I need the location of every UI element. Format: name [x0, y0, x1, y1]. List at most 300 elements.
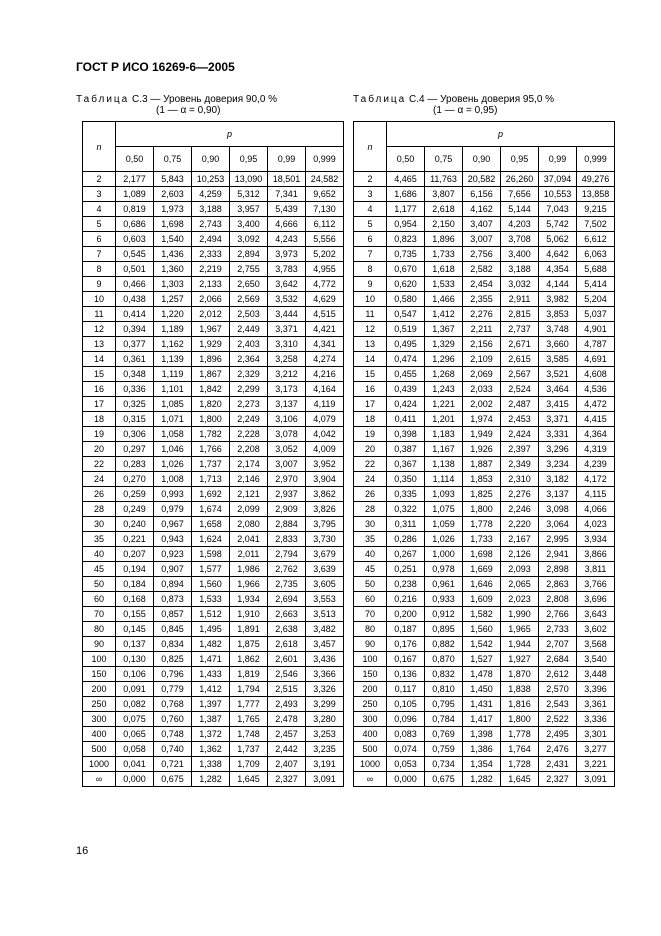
table-row	[354, 667, 615, 682]
n-cell: 60	[83, 592, 116, 607]
value-cell: 3,253	[306, 727, 344, 742]
value-cell: 2,177	[116, 172, 154, 187]
value-cell: 2,737	[501, 322, 539, 337]
value-cell: 4,023	[577, 517, 615, 532]
value-cell: 1,645	[230, 772, 268, 787]
value-cell: 1,737	[230, 742, 268, 757]
value-cell: 2,894	[230, 247, 268, 262]
value-cell: 3,396	[577, 682, 615, 697]
value-cell: 1,075	[425, 502, 463, 517]
value-cell: 2,603	[154, 187, 192, 202]
n-cell: 18	[354, 412, 387, 427]
value-cell: 0,933	[425, 592, 463, 607]
value-cell: 3,280	[306, 712, 344, 727]
value-cell: 1,512	[192, 607, 230, 622]
value-cell: 1,046	[154, 442, 192, 457]
table-row	[83, 772, 344, 787]
value-cell: 0,845	[154, 622, 192, 637]
table-row	[83, 667, 344, 682]
value-cell: 2,615	[501, 352, 539, 367]
value-cell: 0,200	[387, 607, 425, 622]
value-cell: 4,274	[306, 352, 344, 367]
value-cell: 0,734	[425, 757, 463, 772]
value-cell: 3,862	[306, 487, 344, 502]
value-cell: 0,740	[154, 742, 192, 757]
value-cell: 3,521	[539, 367, 577, 382]
value-cell: 5,062	[539, 232, 577, 247]
value-cell: 0,495	[387, 337, 425, 352]
value-cell: 0,398	[387, 427, 425, 442]
value-cell: 0,438	[116, 292, 154, 307]
n-cell: 20	[83, 442, 116, 457]
value-cell: 1,471	[192, 652, 230, 667]
value-cell: 4,515	[306, 307, 344, 322]
value-cell: 1,842	[192, 382, 230, 397]
value-cell: 1,362	[192, 742, 230, 757]
value-cell: 1,896	[192, 352, 230, 367]
p-value-header: 0,99	[539, 147, 577, 172]
table-row	[83, 337, 344, 352]
n-cell: 6	[354, 232, 387, 247]
value-cell: 1,838	[501, 682, 539, 697]
value-cell: 1,973	[154, 202, 192, 217]
value-cell: 0,894	[154, 577, 192, 592]
value-cell: 2,808	[539, 592, 577, 607]
n-cell: 50	[354, 577, 387, 592]
value-cell: 1,560	[192, 577, 230, 592]
p-value-header: 0,90	[463, 147, 501, 172]
value-cell: 20,582	[463, 172, 501, 187]
p-header: p	[116, 122, 344, 147]
value-cell: 3,221	[577, 757, 615, 772]
n-cell: 35	[354, 532, 387, 547]
n-cell: 40	[354, 547, 387, 562]
value-cell: 0,041	[116, 757, 154, 772]
value-cell: 1,189	[154, 322, 192, 337]
value-cell: 1,870	[501, 667, 539, 682]
value-cell: 2,863	[539, 577, 577, 592]
value-cell: 3,708	[501, 232, 539, 247]
value-cell: 3,191	[306, 757, 344, 772]
value-cell: 2,476	[539, 742, 577, 757]
value-cell: 0,207	[116, 547, 154, 562]
value-cell: 1,387	[192, 712, 230, 727]
table-row	[83, 277, 344, 292]
value-cell: 0,721	[154, 757, 192, 772]
value-cell: 0,439	[387, 382, 425, 397]
table-row	[354, 622, 615, 637]
table-row	[83, 742, 344, 757]
n-header: n	[83, 122, 116, 172]
value-cell: 0,249	[116, 502, 154, 517]
value-cell: 1,167	[425, 442, 463, 457]
value-cell: 0,221	[116, 532, 154, 547]
value-cell: 0,967	[154, 517, 192, 532]
value-cell: 3,457	[306, 637, 344, 652]
value-cell: 1,329	[425, 337, 463, 352]
table-c3-subcaption: (1 — α = 0,90)	[156, 105, 221, 116]
value-cell: 0,620	[387, 277, 425, 292]
value-cell: 0,082	[116, 697, 154, 712]
value-cell: 4,319	[577, 442, 615, 457]
value-cell: 0,857	[154, 607, 192, 622]
p-value-header: 0,50	[116, 147, 154, 172]
value-cell: 2,002	[463, 397, 501, 412]
value-cell: 2,911	[501, 292, 539, 307]
value-cell: 0,058	[116, 742, 154, 757]
table-row	[83, 202, 344, 217]
table-c4	[353, 121, 615, 787]
n-cell: 300	[83, 712, 116, 727]
value-cell: 0,394	[116, 322, 154, 337]
value-cell: 1,026	[154, 457, 192, 472]
value-cell: 3,540	[577, 652, 615, 667]
value-cell: 1,598	[192, 547, 230, 562]
value-cell: 2,069	[463, 367, 501, 382]
value-cell: 0,760	[154, 712, 192, 727]
value-cell: 4,364	[577, 427, 615, 442]
value-cell: 2,909	[268, 502, 306, 517]
value-cell: 1,533	[192, 592, 230, 607]
page-number: 16	[76, 845, 89, 857]
value-cell: 1,527	[463, 652, 501, 667]
value-cell: 2,133	[192, 277, 230, 292]
n-cell: 28	[354, 502, 387, 517]
value-cell: 1,819	[230, 667, 268, 682]
value-cell: 4,772	[306, 277, 344, 292]
value-cell: 2,570	[539, 682, 577, 697]
value-cell: 1,990	[501, 607, 539, 622]
value-cell: 1,431	[463, 697, 501, 712]
value-cell: 1,058	[154, 427, 192, 442]
table-row	[354, 607, 615, 622]
value-cell: 1,436	[154, 247, 192, 262]
value-cell: 2,431	[539, 757, 577, 772]
value-cell: 0,168	[116, 592, 154, 607]
value-cell: 1,577	[192, 562, 230, 577]
value-cell: 1,386	[463, 742, 501, 757]
n-cell: 200	[83, 682, 116, 697]
value-cell: 0,501	[116, 262, 154, 277]
n-cell: 8	[354, 262, 387, 277]
value-cell: 2,424	[501, 427, 539, 442]
value-cell: 3,957	[230, 202, 268, 217]
table-row	[83, 232, 344, 247]
value-cell: 3,331	[539, 427, 577, 442]
table-row	[83, 532, 344, 547]
value-cell: 3,407	[463, 217, 501, 232]
value-cell: 0,870	[425, 652, 463, 667]
value-cell: 3,585	[539, 352, 577, 367]
value-cell: 1,085	[154, 397, 192, 412]
value-cell: 5,202	[306, 247, 344, 262]
value-cell: 0,053	[387, 757, 425, 772]
value-cell: 6,112	[306, 217, 344, 232]
table-row	[354, 487, 615, 502]
value-cell: 0,603	[116, 232, 154, 247]
table-row	[83, 712, 344, 727]
value-cell: 0,466	[116, 277, 154, 292]
value-cell: 3,807	[425, 187, 463, 202]
value-cell: 0,311	[387, 517, 425, 532]
value-cell: 1,450	[463, 682, 501, 697]
value-cell: 2,671	[501, 337, 539, 352]
value-cell: 1,891	[230, 622, 268, 637]
value-cell: 4,629	[306, 292, 344, 307]
value-cell: 2,011	[230, 547, 268, 562]
value-cell: 0,306	[116, 427, 154, 442]
value-cell: 1,417	[463, 712, 501, 727]
value-cell: 24,582	[306, 172, 344, 187]
n-cell: 22	[83, 457, 116, 472]
table-row	[83, 697, 344, 712]
value-cell: 2,442	[268, 742, 306, 757]
value-cell: 3,811	[577, 562, 615, 577]
n-cell: 9	[83, 277, 116, 292]
value-cell: 4,243	[268, 232, 306, 247]
table-c3	[82, 121, 344, 787]
value-cell: 1,466	[425, 292, 463, 307]
value-cell: 3,299	[306, 697, 344, 712]
table-c4-subcaption: (1 — α = 0,95)	[433, 105, 498, 116]
value-cell: 1,183	[425, 427, 463, 442]
value-cell: 1,737	[192, 457, 230, 472]
value-cell: 3,234	[539, 457, 577, 472]
value-cell: 2,093	[501, 562, 539, 577]
value-cell: 1,782	[192, 427, 230, 442]
value-cell: 2,815	[501, 307, 539, 322]
table-row	[354, 772, 615, 787]
value-cell: 2,099	[230, 502, 268, 517]
table-row	[83, 637, 344, 652]
value-cell: 2,273	[230, 397, 268, 412]
value-cell: 10,553	[539, 187, 577, 202]
value-cell: 1,296	[425, 352, 463, 367]
value-cell: 2,743	[192, 217, 230, 232]
n-cell: 90	[354, 637, 387, 652]
table-row	[83, 247, 344, 262]
n-cell: 20	[354, 442, 387, 457]
n-cell: 70	[83, 607, 116, 622]
n-cell: 11	[83, 307, 116, 322]
table-row	[83, 292, 344, 307]
value-cell: 0,335	[387, 487, 425, 502]
value-cell: 2,121	[230, 487, 268, 502]
n-cell: 100	[83, 652, 116, 667]
value-cell: 1,748	[230, 727, 268, 742]
value-cell: 2,449	[230, 322, 268, 337]
n-cell: 150	[83, 667, 116, 682]
value-cell: 3,448	[577, 667, 615, 682]
table-row	[83, 547, 344, 562]
value-cell: 3,091	[577, 772, 615, 787]
value-cell: 2,941	[539, 547, 577, 562]
value-cell: 3,301	[577, 727, 615, 742]
n-cell: 5	[354, 217, 387, 232]
n-cell: 24	[83, 472, 116, 487]
n-cell: 17	[83, 397, 116, 412]
value-cell: 3,235	[306, 742, 344, 757]
value-cell: 2,898	[539, 562, 577, 577]
value-cell: 37,094	[539, 172, 577, 187]
table-row	[354, 382, 615, 397]
value-cell: 5,144	[501, 202, 539, 217]
value-cell: 2,065	[501, 577, 539, 592]
value-cell: 1,360	[154, 262, 192, 277]
value-cell: 1,582	[463, 607, 501, 622]
value-cell: 3,982	[539, 292, 577, 307]
value-cell: 2,494	[192, 232, 230, 247]
value-cell: 1,800	[463, 502, 501, 517]
value-cell: 1,482	[192, 637, 230, 652]
value-cell: 3,866	[577, 547, 615, 562]
value-cell: 2,167	[501, 532, 539, 547]
value-cell: 3,182	[539, 472, 577, 487]
value-cell: 2,567	[501, 367, 539, 382]
value-cell: 1,800	[501, 712, 539, 727]
value-cell: 2,012	[192, 307, 230, 322]
table-c3-caption-text: С.3 — Уровень доверия 90,0 %	[129, 94, 278, 105]
value-cell: 2,735	[268, 577, 306, 592]
value-cell: 4,642	[539, 247, 577, 262]
value-cell: 1,949	[463, 427, 501, 442]
value-cell: 2,794	[268, 547, 306, 562]
value-cell: 0,779	[154, 682, 192, 697]
value-cell: 0,735	[387, 247, 425, 262]
value-cell: 0,943	[154, 532, 192, 547]
value-cell: 3,336	[577, 712, 615, 727]
value-cell: 1,800	[192, 412, 230, 427]
n-cell: 80	[354, 622, 387, 637]
value-cell: 2,546	[268, 667, 306, 682]
value-cell: 0,348	[116, 367, 154, 382]
table-row	[354, 682, 615, 697]
value-cell: 2,601	[268, 652, 306, 667]
value-cell: 3,415	[539, 397, 577, 412]
n-cell: 30	[83, 517, 116, 532]
value-cell: 0,350	[387, 472, 425, 487]
table-row	[83, 322, 344, 337]
value-cell: 1,967	[192, 322, 230, 337]
n-cell: 2	[83, 172, 116, 187]
value-cell: 9,215	[577, 202, 615, 217]
value-cell: 0,912	[425, 607, 463, 622]
value-cell: 4,421	[306, 322, 344, 337]
n-cell: 4	[354, 202, 387, 217]
value-cell: 0,377	[116, 337, 154, 352]
n-cell: 10	[354, 292, 387, 307]
value-cell: 2,364	[230, 352, 268, 367]
value-cell: 3,212	[268, 367, 306, 382]
value-cell: 3,007	[463, 232, 501, 247]
value-cell: 0,315	[116, 412, 154, 427]
n-cell: 90	[83, 637, 116, 652]
value-cell: 0,907	[154, 562, 192, 577]
value-cell: 3,444	[268, 307, 306, 322]
value-cell: 1,645	[501, 772, 539, 787]
n-cell: 7	[354, 247, 387, 262]
value-cell: 3,092	[230, 232, 268, 247]
n-cell: 13	[83, 337, 116, 352]
value-cell: 1,495	[192, 622, 230, 637]
value-cell: 4,901	[577, 322, 615, 337]
value-cell: 0,834	[154, 637, 192, 652]
value-cell: 4,955	[306, 262, 344, 277]
n-cell: 70	[354, 607, 387, 622]
value-cell: 5,439	[268, 202, 306, 217]
value-cell: 2,543	[539, 697, 577, 712]
value-cell: 2,618	[268, 637, 306, 652]
value-cell: 4,691	[577, 352, 615, 367]
value-cell: 2,276	[463, 307, 501, 322]
value-cell: 1,764	[501, 742, 539, 757]
table-row	[354, 172, 615, 187]
document-title: ГОСТ Р ИСО 16269-6—2005	[76, 60, 235, 74]
n-cell: 14	[83, 352, 116, 367]
value-cell: 0,993	[154, 487, 192, 502]
n-cell: 19	[354, 427, 387, 442]
table-row	[83, 757, 344, 772]
value-cell: 9,652	[306, 187, 344, 202]
n-cell: 16	[354, 382, 387, 397]
value-cell: 2,310	[501, 472, 539, 487]
value-cell: 4,162	[463, 202, 501, 217]
table-row	[83, 592, 344, 607]
value-cell: 4,465	[387, 172, 425, 187]
value-cell: 3,371	[268, 322, 306, 337]
n-cell: 15	[354, 367, 387, 382]
p-value-header: 0,999	[306, 147, 344, 172]
n-cell: 8	[83, 262, 116, 277]
value-cell: 3,098	[539, 502, 577, 517]
value-cell: 2,249	[230, 412, 268, 427]
value-cell: 3,326	[306, 682, 344, 697]
value-cell: 7,341	[268, 187, 306, 202]
value-cell: 2,299	[230, 382, 268, 397]
value-cell: 4,472	[577, 397, 615, 412]
value-cell: 2,493	[268, 697, 306, 712]
p-value-header: 0,95	[501, 147, 539, 172]
value-cell: 1,669	[463, 562, 501, 577]
table-row	[83, 427, 344, 442]
value-cell: 3,568	[577, 637, 615, 652]
value-cell: 2,638	[268, 622, 306, 637]
n-cell: 5	[83, 217, 116, 232]
value-cell: 1,220	[154, 307, 192, 322]
value-cell: 0,075	[116, 712, 154, 727]
value-cell: 0,825	[154, 652, 192, 667]
table-c3-caption	[76, 94, 277, 116]
value-cell: 0,136	[387, 667, 425, 682]
n-cell: 3	[354, 187, 387, 202]
value-cell: 0,784	[425, 712, 463, 727]
value-cell: 2,937	[268, 487, 306, 502]
table-row	[83, 727, 344, 742]
value-cell: 2,582	[463, 262, 501, 277]
n-cell: 500	[354, 742, 387, 757]
value-cell: 0,978	[425, 562, 463, 577]
value-cell: 3,973	[268, 247, 306, 262]
value-cell: 3,400	[501, 247, 539, 262]
table-row	[83, 172, 344, 187]
n-cell: 400	[354, 727, 387, 742]
n-cell: 4	[83, 202, 116, 217]
value-cell: 3,464	[539, 382, 577, 397]
value-cell: 2,327	[539, 772, 577, 787]
n-cell: ∞	[354, 772, 387, 787]
value-cell: 2,355	[463, 292, 501, 307]
value-cell: 0,795	[425, 697, 463, 712]
